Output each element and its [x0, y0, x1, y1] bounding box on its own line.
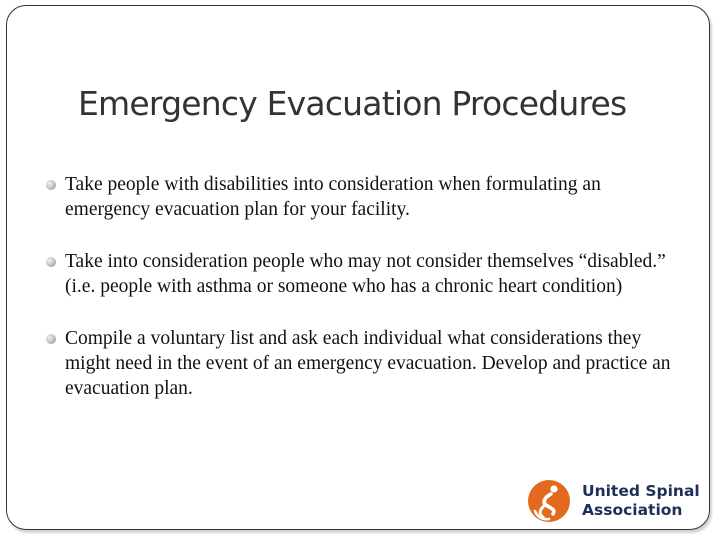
bullet-icon [46, 257, 56, 267]
slide-title: Emergency Evacuation Procedures [78, 84, 627, 123]
logo-line-2: Association [582, 501, 683, 519]
bullet-item [46, 172, 686, 222]
bullet-text: Take people with disabilities into consideration when formulating an emergency evacuation plan for your facility. [65, 174, 601, 220]
united-spinal-logo [526, 478, 706, 524]
bullet-item [46, 249, 686, 299]
bullet-icon [46, 180, 56, 190]
bullet-list [46, 172, 686, 428]
bullet-item [46, 326, 686, 401]
bullet-text: Compile a voluntary list and ask each individual what considerations they might need in the event of an emergency evacuation. Develop and practice an evacuation plan. [65, 328, 671, 399]
logo-line-1: United Spinal [582, 482, 700, 500]
bullet-icon [46, 334, 56, 344]
united-spinal-logo-icon [526, 478, 574, 524]
logo-text [582, 482, 700, 520]
bullet-text: Take into consideration people who may not consider themselves “disabled.” (i.e. people with asthma or someone who has a chronic heart condition) [65, 251, 666, 297]
